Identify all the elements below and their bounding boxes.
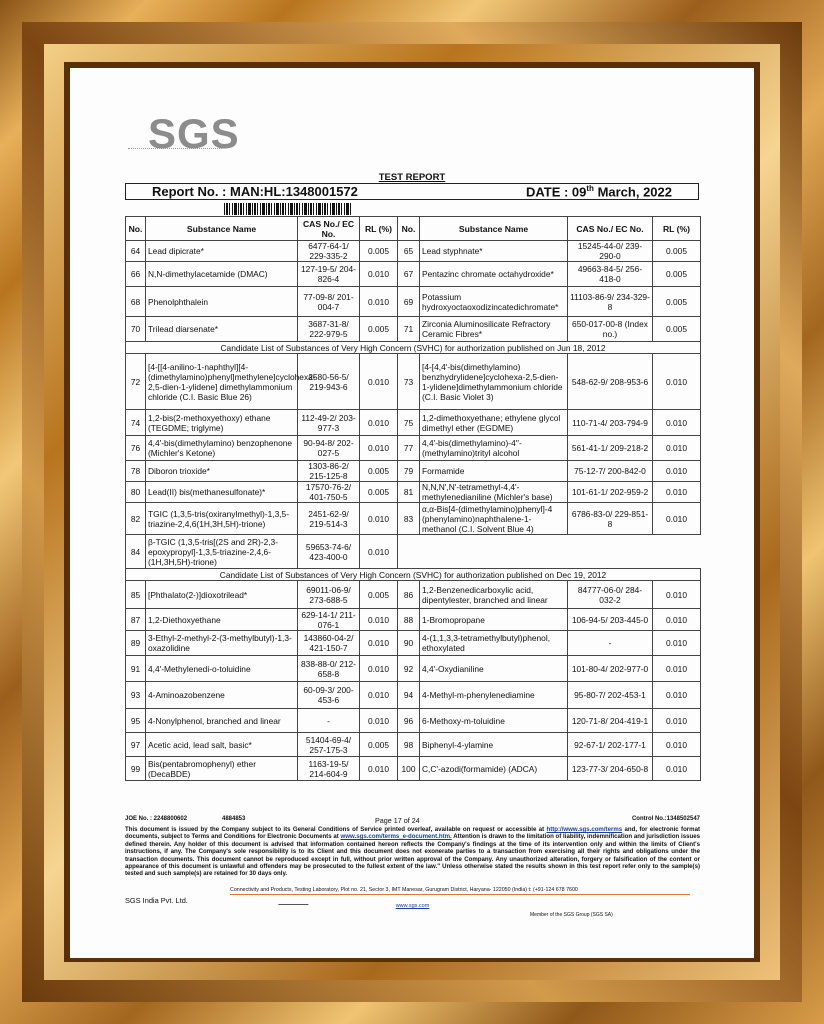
item-number: 65 (398, 241, 420, 262)
substance-name: [4-[[4-anilino-1-naphthyl][4-(dimethylamino)phenyl]methylene]cyclohexa-2,5-dien-1-ylidene] dimethylammonium chloride (C.I. Basic Blue 26) (146, 354, 298, 410)
table-row (126, 503, 701, 535)
rl-value: 0.010 (360, 410, 398, 436)
rl-value: 0.005 (653, 317, 701, 342)
rl-value: 0.010 (360, 709, 398, 733)
cas-number: 110-71-4/ 203-794-9 (568, 410, 653, 436)
cas-number: - (298, 709, 360, 733)
rl-value: 0.010 (360, 287, 398, 317)
page-number: Page 17 of 24 (375, 816, 420, 825)
cas-number: 6477-64-1/ 229-335-2 (298, 241, 360, 262)
substance-name: 4-Aminoazobenzene (146, 682, 298, 709)
substance-name: 4,4'-bis(dimethylamino) benzophenone (Michler's Ketone) (146, 436, 298, 461)
substance-name: Formamide (420, 461, 568, 482)
cas-number: 143860-04-2/ 421-150-7 (298, 631, 360, 656)
cas-number: 69011-06-9/ 273-688-5 (298, 581, 360, 609)
item-number: 91 (126, 656, 146, 682)
item-number: 64 (126, 241, 146, 262)
substance-name: [4-[4,4'-bis(dimethylamino) benzhydrylidene]cyclohexa-2,5-dien-1-ylidene]dimethylammonium chloride (C.I. Basic Violet 3) (420, 354, 568, 410)
substance-name: 1,2-Diethoxyethane (146, 609, 298, 631)
substance-name: N,N,N',N'-tetramethyl-4,4'-methylenedianiline (Michler's base) (420, 482, 568, 503)
item-number: 75 (398, 410, 420, 436)
cas-number: 51404-69-4/ 257-175-3 (298, 733, 360, 757)
substance-name: [Phthalato(2-)]dioxotrilead* (146, 581, 298, 609)
control-number: Control No.:1348502547 (631, 816, 700, 822)
item-number: 93 (126, 682, 146, 709)
table-row (126, 757, 701, 781)
col-rl-1: RL (%) (360, 217, 398, 241)
report-page (70, 68, 754, 958)
item-number (398, 535, 420, 569)
item-number: 95 (126, 709, 146, 733)
rl-value: 0.010 (360, 436, 398, 461)
cas-number: 112-49-2/ 203-977-3 (298, 410, 360, 436)
cas-number: 49663-84-5/ 256-418-0 (568, 262, 653, 287)
cas-number: 101-80-4/ 202-977-0 (568, 656, 653, 682)
substance-name: Bis(pentabromophenyl) ether (DecaBDE) (146, 757, 298, 781)
disclaimer-text: This document is issued by the Company subject to its General Conditions of Service printed overleaf, available on request or accessible at http://www.sgs.com/terms and, for electronic format documents, subject to Terms and Conditions for Electronic Documents at www.sgs.com/terms_e-document.htm. Attention is drawn to the limitation of liability, indemnification and jurisdiction issues defined therein. Any holder of this document is advised that information contained hereon reflects the Company's findings at the time of its intervention only and within the limits of Client's instructions, if any. The Company's sole responsibility is to its Client and this document does not exonerate parties to a transaction from exercising all their rights and obligations under the transaction documents. This document cannot be reproduced except in full, without prior written approval of the Company. Any unauthorized alteration, forgery or falsification of the content or appearance of this document is unlawful and offenders may be prosecuted to the fullest extent of the law." Unless otherwise stated the results shown in this test report refer only to the sample(s) tested and such sample(s) are retained for 30 days only. (125, 826, 701, 878)
cas-number: 1163-19-5/ 214-604-9 (298, 757, 360, 781)
substance-name: β-TGIC (1,3,5-tris[(2S and 2R)-2,3-epoxypropyl]-1,3,5-triazine-2,4,6-(1H,3H,5H)-trione) (146, 535, 298, 569)
rl-value: 0.010 (360, 631, 398, 656)
cas-number: 106-94-5/ 203-445-0 (568, 609, 653, 631)
item-number: 71 (398, 317, 420, 342)
rl-value: 0.005 (360, 581, 398, 609)
item-number: 89 (126, 631, 146, 656)
rl-value: 0.010 (653, 631, 701, 656)
cas-number: 60-09-3/ 200-453-6 (298, 682, 360, 709)
rl-value: 0.010 (653, 581, 701, 609)
cas-number: 120-71-8/ 204-419-1 (568, 709, 653, 733)
item-number: 83 (398, 503, 420, 535)
substance-name: 4,4'-Oxydianiline (420, 656, 568, 682)
substance-name: Acetic acid, lead salt, basic* (146, 733, 298, 757)
cas-number: 561-41-1/ 209-218-2 (568, 436, 653, 461)
substance-name: Biphenyl-4-ylamine (420, 733, 568, 757)
substance-name: 4-Methyl-m-phenylenediamine (420, 682, 568, 709)
table-header-row (126, 217, 701, 241)
rl-value: 0.010 (360, 354, 398, 410)
rl-value: 0.010 (653, 733, 701, 757)
substance-name: 4-Nonylphenol, branched and linear (146, 709, 298, 733)
footer-meta (125, 816, 700, 826)
substance-name: Pentazinc chromate octahydroxide* (420, 262, 568, 287)
terms-link[interactable]: http://www.sgs.com/terms (546, 826, 623, 833)
substance-name: Potassium hydroxyoctaoxodizincatedichromate* (420, 287, 568, 317)
rl-value: 0.005 (360, 461, 398, 482)
substance-table (125, 216, 701, 781)
cas-number: 2451-62-9/ 219-514-3 (298, 503, 360, 535)
item-number: 81 (398, 482, 420, 503)
candidate-list-text: Candidate List of Substances of Very High Concern (SVHC) for authorization published on Dec 19, 2012 (126, 569, 701, 581)
col-no-1: No. (126, 217, 146, 241)
substance-name: TGIC (1,3,5-tris(oxiranylmethyl)-1,3,5-triazine-2,4,6(1H,3H,5H)-trione) (146, 503, 298, 535)
table-row (126, 733, 701, 757)
substance-name: 4,4'-bis(dimethylamino)-4''-(methylamino)trityl alcohol (420, 436, 568, 461)
item-number: 99 (126, 757, 146, 781)
table-row (126, 262, 701, 287)
item-number: 78 (126, 461, 146, 482)
item-number: 88 (398, 609, 420, 631)
rl-value: 0.005 (360, 317, 398, 342)
cas-number: 77-09-8/ 201-004-7 (298, 287, 360, 317)
company-name: SGS India Pvt. Ltd. (125, 896, 188, 905)
substance-name: 6-Methoxy-m-toluidine (420, 709, 568, 733)
cas-number: 75-12-7/ 200-842-0 (568, 461, 653, 482)
substance-name: α,α-Bis[4-(dimethylamino)phenyl]-4 (phenylamino)naphthalene-1-methanol (C.I. Solvent Blue 4) (420, 503, 568, 535)
cas-number: 95-80-7/ 202-453-1 (568, 682, 653, 709)
rl-value: 0.005 (360, 241, 398, 262)
rl-value: 0.010 (653, 410, 701, 436)
cas-number (568, 535, 653, 569)
substance-name: Diboron trioxide* (146, 461, 298, 482)
candidate-list-text: Candidate List of Substances of Very High Concern (SVHC) for authorization published on Jun 18, 2012 (126, 342, 701, 354)
item-number: 84 (126, 535, 146, 569)
substance-name: Zirconia Aluminosilicate Refractory Ceramic Fibres* (420, 317, 568, 342)
item-number: 68 (126, 287, 146, 317)
rl-value: 0.010 (360, 609, 398, 631)
col-cas-2: CAS No./ EC No. (568, 217, 653, 241)
rl-value: 0.005 (360, 482, 398, 503)
item-number: 77 (398, 436, 420, 461)
col-rl-2: RL (%) (653, 217, 701, 241)
item-number: 85 (126, 581, 146, 609)
sgs-logo: SGS (148, 110, 240, 157)
rl-value: 0.010 (360, 656, 398, 682)
report-footer (125, 816, 701, 918)
col-substance-2: Substance Name (420, 217, 568, 241)
cas-number: 629-14-1/ 211-076-1 (298, 609, 360, 631)
table-row (126, 682, 701, 709)
table-row (126, 410, 701, 436)
rl-value: 0.010 (360, 503, 398, 535)
item-number: 66 (126, 262, 146, 287)
candidate-list-heading (126, 569, 701, 581)
item-number: 90 (398, 631, 420, 656)
substance-name: 1,2-dimethoxyethane; ethylene glycol dimethyl ether (EGDME) (420, 410, 568, 436)
rl-value: 0.005 (653, 241, 701, 262)
cas-number: 123-77-3/ 204-650-8 (568, 757, 653, 781)
item-number: 70 (126, 317, 146, 342)
cas-number: 17570-76-2/ 401-750-5 (298, 482, 360, 503)
col-cas-1: CAS No./ EC No. (298, 217, 360, 241)
cas-number: 90-94-8/ 202-027-5 (298, 436, 360, 461)
test-report-title: TEST REPORT (378, 172, 446, 183)
table-row (126, 287, 701, 317)
rl-value: 0.010 (360, 757, 398, 781)
table-row (126, 581, 701, 609)
substance-name: Lead dipicrate* (146, 241, 298, 262)
item-number: 92 (398, 656, 420, 682)
lab-address: Connectivity and Products, Testing Laboratory, Plot no. 21, Sector 3, IMT Manesar, Gurugram District, Haryana- 122050 (India) t: (+91-124 678 7600 (230, 887, 578, 893)
substance-name: 1,2-bis(2-methoxyethoxy) ethane (TEGDME; triglyme) (146, 410, 298, 436)
item-number: 97 (126, 733, 146, 757)
item-number: 80 (126, 482, 146, 503)
cas-number: 84777-06-0/ 284-032-2 (568, 581, 653, 609)
substance-name: Lead styphnate* (420, 241, 568, 262)
e-document-link[interactable]: www.sgs.com/terms_e-document.htm. (340, 833, 452, 841)
rl-value: 0.010 (653, 503, 701, 535)
rl-value: 0.010 (653, 709, 701, 733)
cas-number: 548-62-9/ 208-953-6 (568, 354, 653, 410)
table-row (126, 317, 701, 342)
joe-number: JOE No. : 2248800602 (125, 816, 188, 822)
cas-number: 6786-83-0/ 229-851-8 (568, 503, 653, 535)
substance-name: 1,2-Benzenedicarboxylic acid, dipentylester, branched and linear (420, 581, 568, 609)
cas-number: 92-67-1/ 202-177-1 (568, 733, 653, 757)
item-number: 96 (398, 709, 420, 733)
item-number: 74 (126, 410, 146, 436)
rl-value (653, 535, 701, 569)
table-row (126, 436, 701, 461)
candidate-list-heading (126, 342, 701, 354)
col-no-2: No. (398, 217, 420, 241)
cas-number: 127-19-5/ 204-826-4 (298, 262, 360, 287)
item-number: 82 (126, 503, 146, 535)
cas-number: - (568, 631, 653, 656)
rl-value: 0.005 (653, 262, 701, 287)
cas-number: 2580-56-5/ 219-943-6 (298, 354, 360, 410)
cas-number: 11103-86-9/ 234-329-8 (568, 287, 653, 317)
substance-name: Phenolphthalein (146, 287, 298, 317)
logo-rule (128, 148, 222, 149)
col-substance-1: Substance Name (146, 217, 298, 241)
rl-value: 0.005 (653, 287, 701, 317)
report-date: DATE : 09th March, 2022 (525, 183, 672, 200)
rl-value: 0.010 (653, 682, 701, 709)
table-row (126, 535, 701, 569)
item-number: 100 (398, 757, 420, 781)
item-number: 86 (398, 581, 420, 609)
code-number: 4884853 (222, 816, 246, 822)
table-row (126, 461, 701, 482)
rl-value: 0.010 (360, 535, 398, 569)
item-number: 94 (398, 682, 420, 709)
substance-name (420, 535, 568, 569)
rl-value: 0.010 (653, 656, 701, 682)
substance-name: N,N-dimethylacetamide (DMAC) (146, 262, 298, 287)
rl-value: 0.010 (653, 461, 701, 482)
rl-value: 0.010 (653, 482, 701, 503)
item-number: 67 (398, 262, 420, 287)
substance-name: 1-Bromopropane (420, 609, 568, 631)
table-row (126, 482, 701, 503)
barcode (224, 203, 352, 215)
cas-number: 1303-86-2/ 215-125-8 (298, 461, 360, 482)
item-number: 72 (126, 354, 146, 410)
item-number: 73 (398, 354, 420, 410)
substance-name: C,C'-azodi(formamide) (ADCA) (420, 757, 568, 781)
substance-name: 4-(1,1,3,3-tetramethylbutyl)phenol, ethoxylated (420, 631, 568, 656)
rl-value: 0.010 (653, 609, 701, 631)
item-number: 87 (126, 609, 146, 631)
rl-value: 0.010 (653, 757, 701, 781)
cas-number: 3687-31-8/ 222-979-5 (298, 317, 360, 342)
substance-name: Trilead diarsenate* (146, 317, 298, 342)
table-row (126, 609, 701, 631)
cas-number: 101-61-1/ 202-959-2 (568, 482, 653, 503)
rl-value: 0.005 (360, 733, 398, 757)
cas-number: 650-017-00-8 (Index no.) (568, 317, 653, 342)
cas-number: 15245-44-0/ 239-290-0 (568, 241, 653, 262)
rl-value: 0.010 (653, 354, 701, 410)
substance-name: Lead(II) bis(methanesulfonate)* (146, 482, 298, 503)
report-number: Report No. : MAN:HL:1348001572 (152, 184, 358, 199)
substance-name: 4,4'-Methylenedi-o-toluidine (146, 656, 298, 682)
cas-number: 838-88-0/ 212-658-8 (298, 656, 360, 682)
cas-number: 59653-74-6/ 423-400-0 (298, 535, 360, 569)
table-row (126, 656, 701, 682)
group-membership: Member of the SGS Group (SGS SA) (530, 912, 613, 918)
rl-value: 0.010 (360, 262, 398, 287)
rl-value: 0.010 (653, 436, 701, 461)
item-number: 98 (398, 733, 420, 757)
item-number: 76 (126, 436, 146, 461)
item-number: 69 (398, 287, 420, 317)
substance-name: 3-Ethyl-2-methyl-2-(3-methylbutyl)-1,3-oxazolidine (146, 631, 298, 656)
table-row (126, 241, 701, 262)
website-link[interactable]: www.sgs.com (395, 903, 430, 909)
table-row (126, 631, 701, 656)
report-header (125, 183, 699, 200)
table-row (126, 354, 701, 410)
table-row (126, 709, 701, 733)
rl-value: 0.010 (360, 682, 398, 709)
item-number: 79 (398, 461, 420, 482)
